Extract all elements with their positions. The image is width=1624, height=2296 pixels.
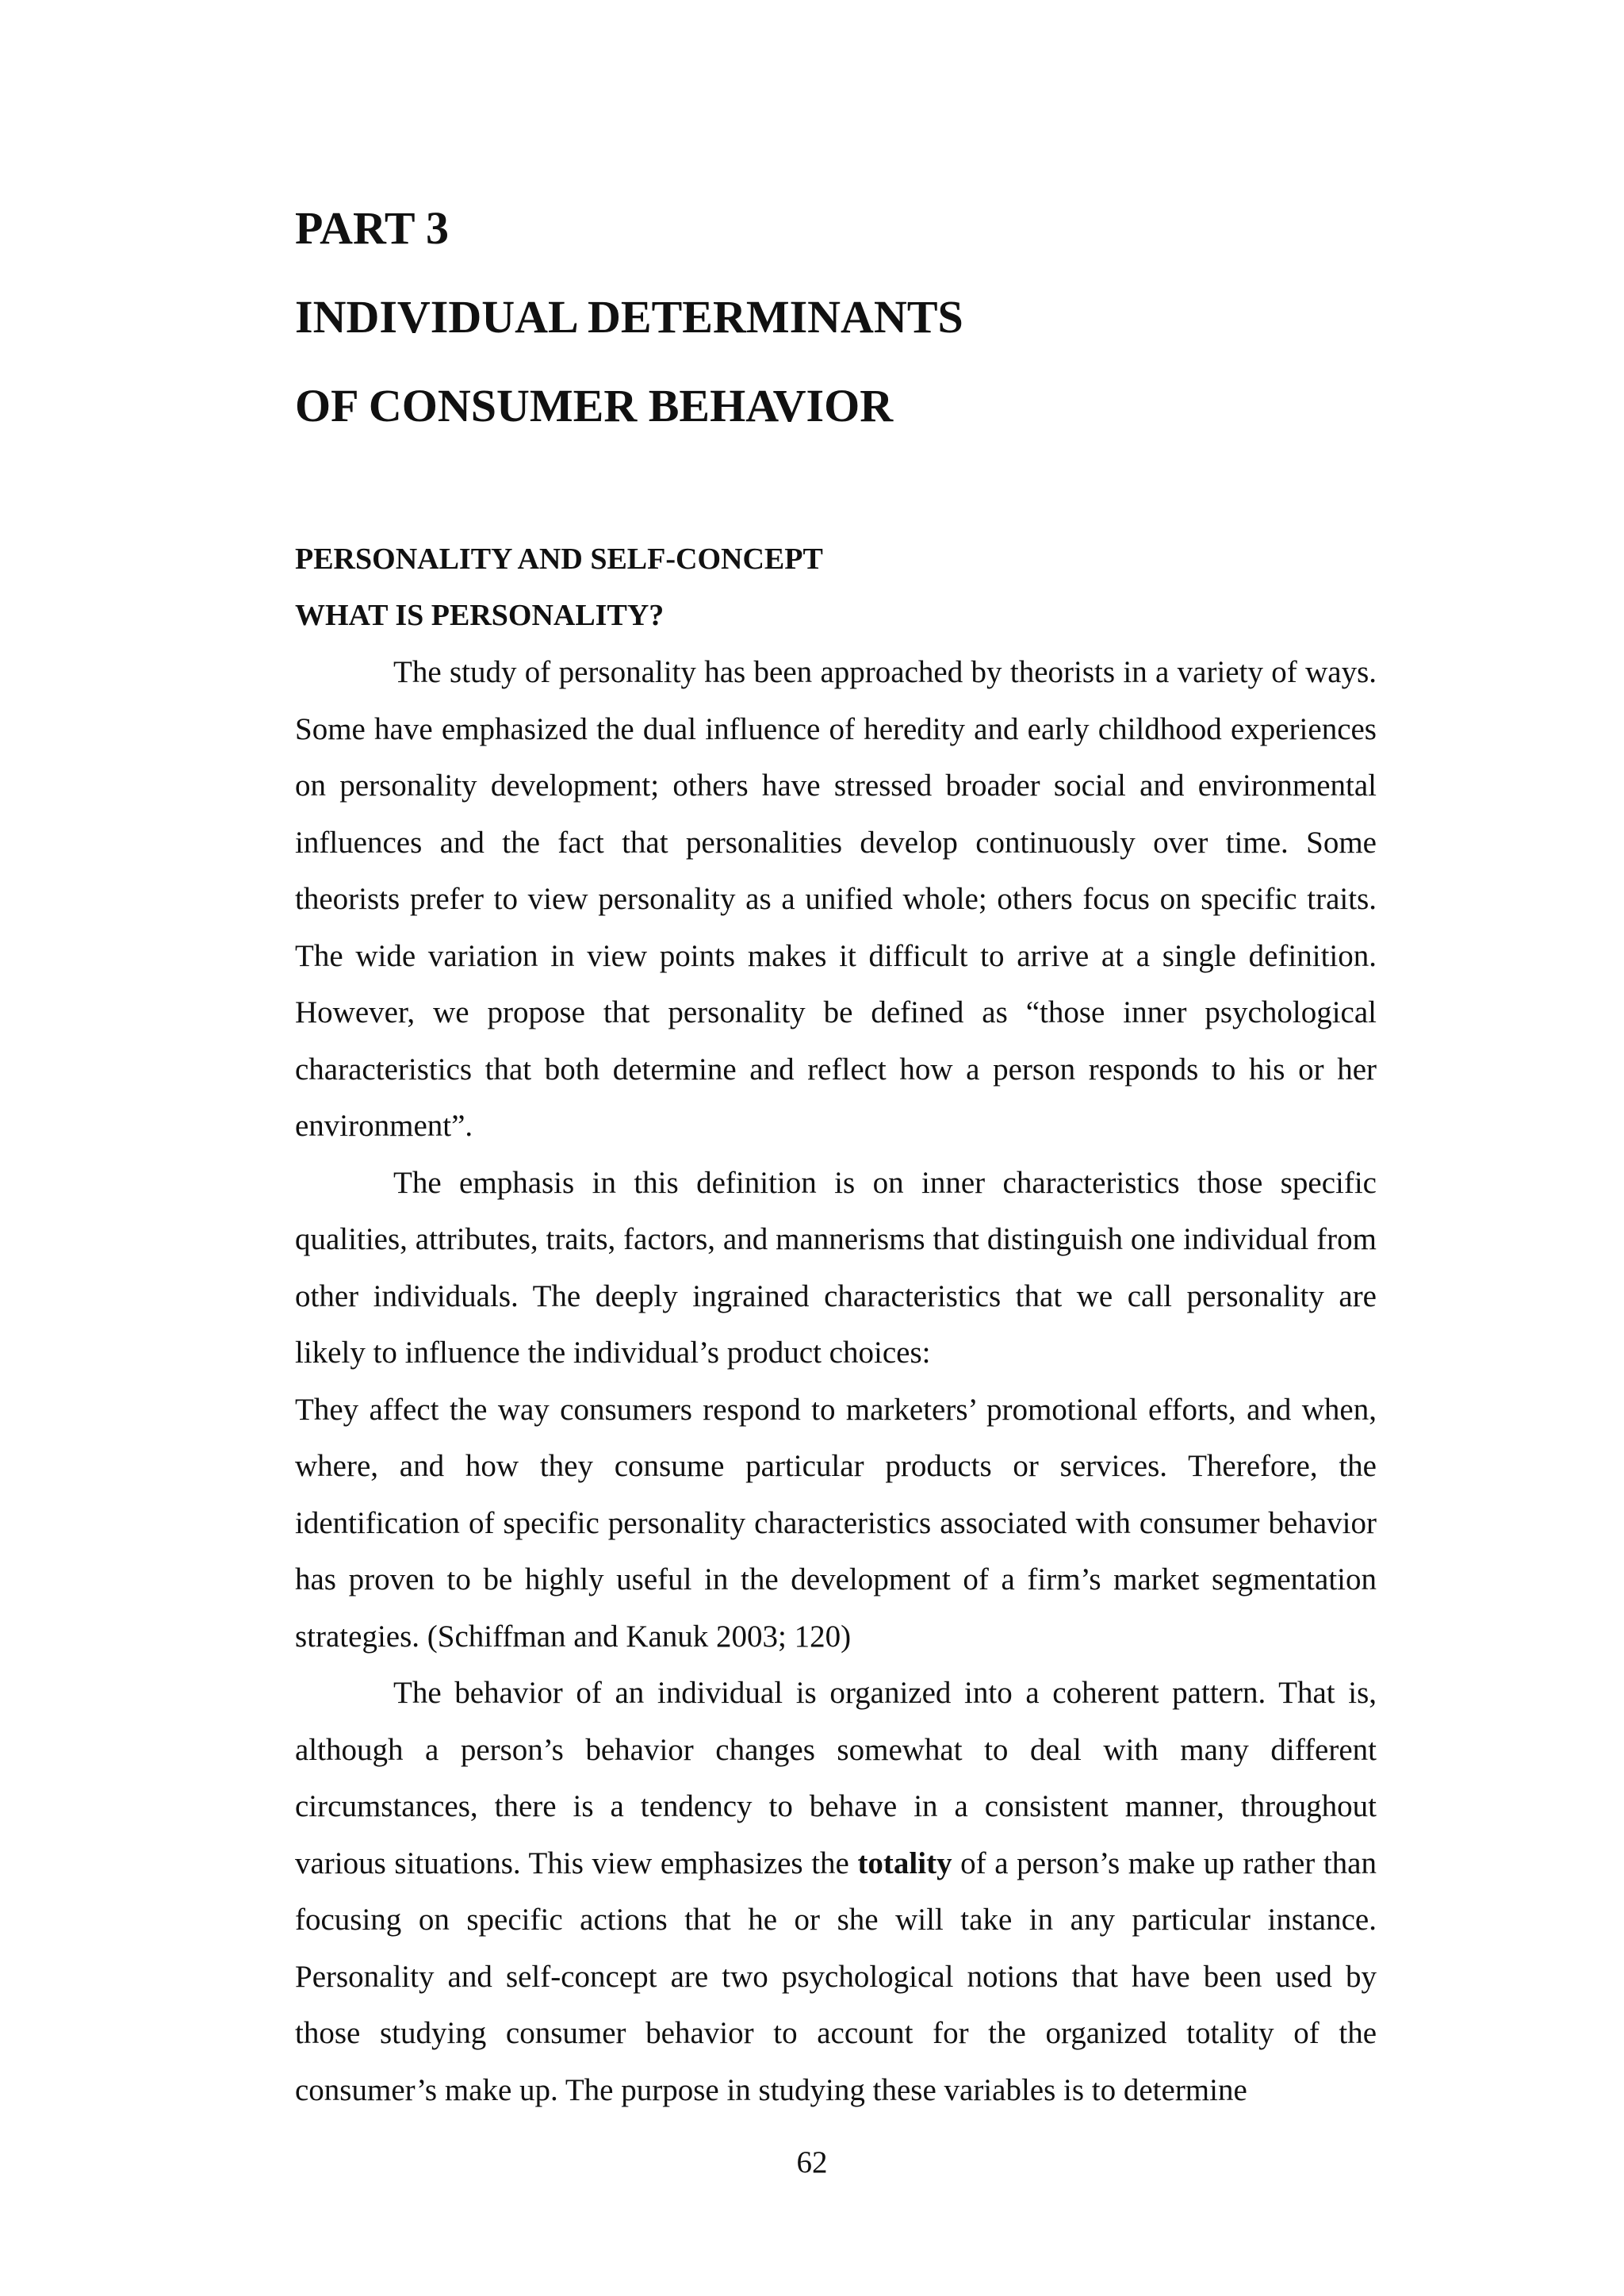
paragraph-3: They affect the way consumers respond to marketers’ promotional efforts, and when, where, and how they consume particular products or services. Therefore, the identification of specific personality characteristics associated with consumer behavior has proven to be highly useful in the development of a firm’s market segmentation strategies. (Schiffman and Kanuk 2003; 120) — [295, 1392, 1377, 1654]
paragraph-1: The study of personality has been approached by theorists in a variety of ways. Some have emphasized the dual influence of heredity and early childhood experiences on personality development; others have stressed broader social and environmental influences and the fact that personalities develop continuously over time. Some theorists prefer to view personality as a unified whole; others focus on specific traits. The wide variation in view points makes it difficult to arrive at a single definition. However, we propose that personality be defined as “those inner psychological characteristics that both determine and reflect how a person responds to his or her environment”. — [295, 655, 1377, 1143]
paragraph-4-text-start: The behavior of an individual is organized into a coherent pattern. That is, although a person’s behavior changes somewhat to deal with many different circumstances, there is a tendency to behave in a consistent manner, throughout various situations. This view emphasizes the — [295, 1676, 1377, 1880]
part-title-line-2: INDIVIDUAL DETERMINANTS — [295, 291, 963, 343]
paragraph-4-text-end: of a person’s make up rather than focusing on specific actions that he or she will take in any particular instance. Personality and self-concept are two psychological notions that have been used by those studying consumer behavior to account for the organized totality of the consumer’s make up. The purpose in studying these variables is to determine — [295, 1846, 1377, 2107]
part-title-line-3: OF CONSUMER BEHAVIOR — [295, 380, 894, 431]
section-headings — [295, 531, 1377, 644]
section-heading: PERSONALITY AND SELF-CONCEPT — [295, 542, 823, 576]
subsection-heading: WHAT IS PERSONALITY? — [295, 599, 665, 632]
page-content — [295, 184, 1377, 2118]
paragraph-4 — [295, 1665, 1377, 2118]
page-number: 62 — [796, 2145, 828, 2179]
paragraph-2: The emphasis in this definition is on inner characteristics those specific qualities, attributes, traits, factors, and mannerisms that distinguish one individual from other individuals. The deeply ingrained characteristics that we call personality are likely to influence the individual’s product choices: — [295, 1165, 1377, 1370]
emphasis-totality: totality — [857, 1846, 952, 1880]
part-title-line-1: PART 3 — [295, 202, 449, 254]
